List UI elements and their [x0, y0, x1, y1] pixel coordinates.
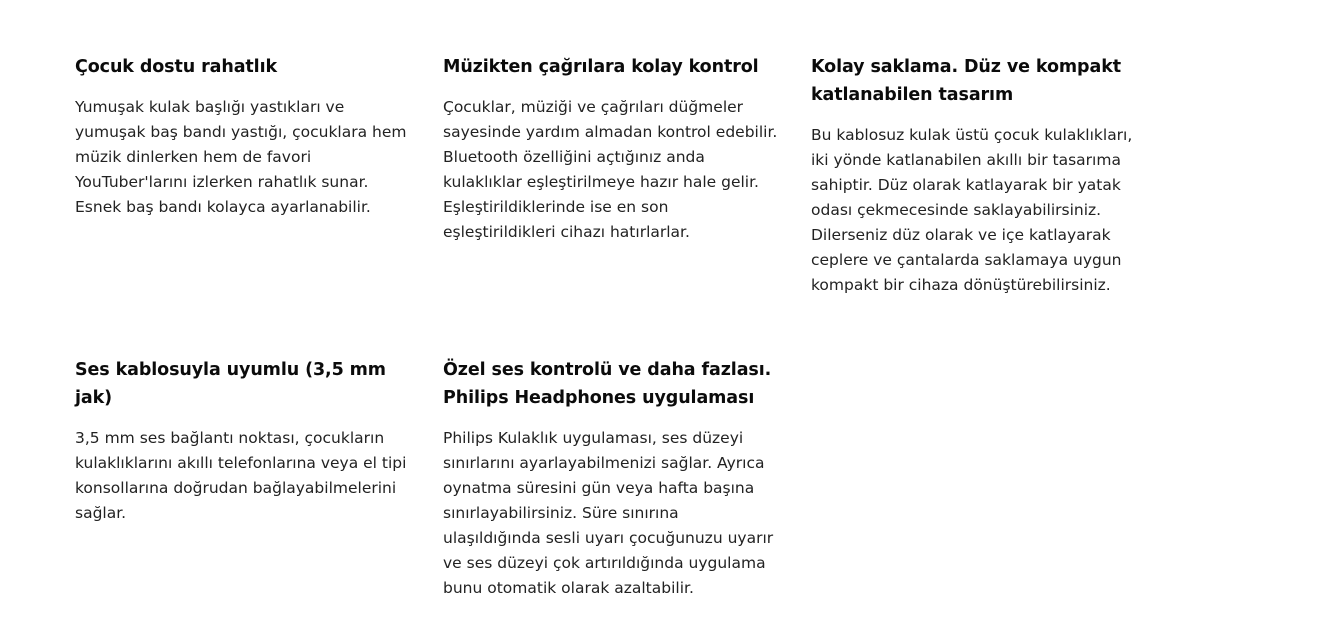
feature-card-foldable-design [811, 53, 1151, 298]
feature-description: Yumuşak kulak başlığı yastıkları ve yumuşak baş bandı yastığı, çocuklara hem müzik dinlerken hem de favori YouTuber'larını izlerken rahatlık sunar. Esnek baş bandı kolayca ayarlanabilir. [75, 98, 407, 216]
feature-title: Kolay saklama. Düz ve kompakt katlanabilen tasarım [811, 57, 1121, 105]
feature-title: Özel ses kontrolü ve daha fazlası. Philips Headphones uygulaması [443, 360, 772, 408]
feature-description: Philips Kulaklık uygulaması, ses düzeyi sınırlarını ayarlayabilmenizi sağlar. Ayrıca oynatma süresini gün veya hafta başına sınırlayabilirsiniz. Süre sınırına ulaşıldığında sesli uyarı çocuğunuzu uyarır ve ses düzeyi çok artırıldığında uygulama bunu otomatik olarak azaltabilir. [443, 429, 774, 597]
feature-description: Çocuklar, müziği ve çağrıları düğmeler sayesinde yardım almadan kontrol edebilir. Bluetooth özelliğini açtığınız anda kulaklıklar eşleştirilmeye hazır hale gelir. Eşleştirildiklerinde ise en son eşleştirildikleri cihazı hatırlarlar. [443, 98, 778, 241]
feature-card-headphones-app [443, 356, 779, 601]
feature-title: Çocuk dostu rahatlık [75, 57, 278, 77]
feature-grid [75, 53, 1175, 601]
feature-card-child-comfort [75, 53, 411, 298]
feature-title: Ses kablosuyla uyumlu (3,5 mm jak) [75, 360, 386, 408]
feature-card-easy-control [443, 53, 779, 298]
feature-card-audio-cable [75, 356, 411, 601]
feature-title: Müzikten çağrılara kolay kontrol [443, 57, 759, 77]
feature-description: 3,5 mm ses bağlantı noktası, çocukların kulaklıklarını akıllı telefonlarına veya el tipi konsollarına doğrudan bağlayabilmelerini sağlar. [75, 429, 407, 522]
feature-description: Bu kablosuz kulak üstü çocuk kulaklıkları, iki yönde katlanabilen akıllı bir tasarıma sahiptir. Düz olarak katlayarak bir yatak odası çekmecesinde saklayabilirsiniz. Dilerseniz düz olarak ve içe katlayarak ceplere ve çantalarda saklamaya uygun kompakt bir cihaza dönüştürebilirsiniz. [811, 126, 1133, 294]
